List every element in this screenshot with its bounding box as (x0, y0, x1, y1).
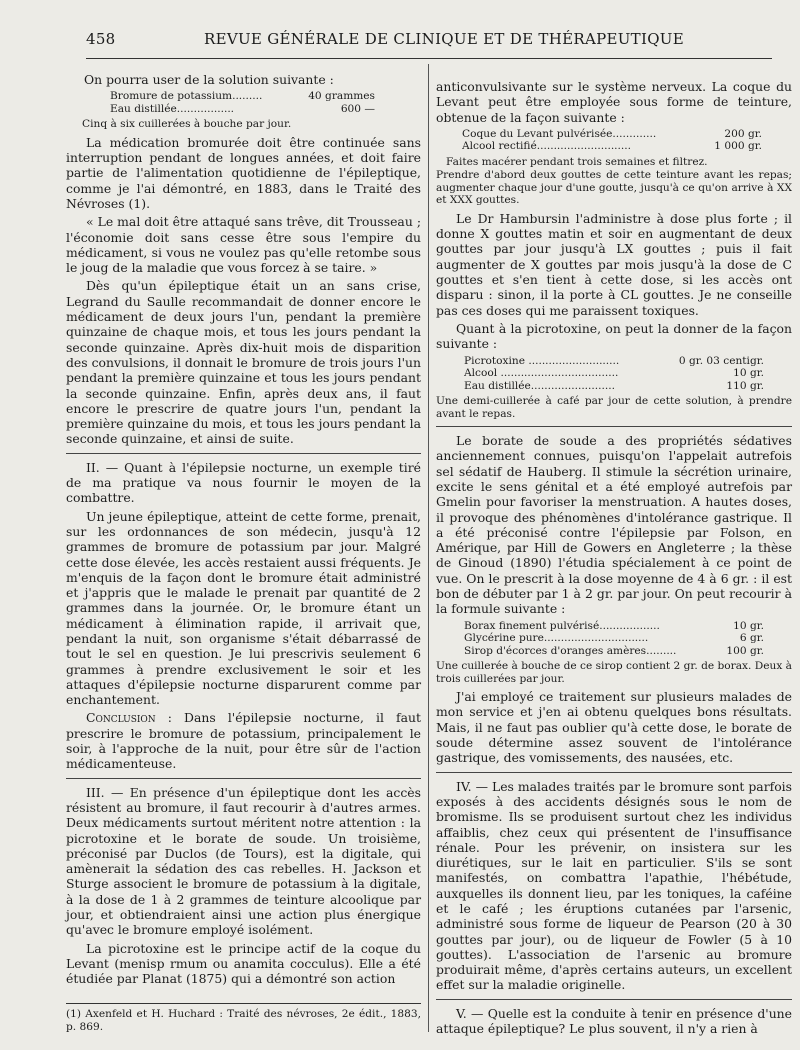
recipe-bromure (110, 90, 375, 115)
recipe-line (464, 645, 764, 658)
paragraph: On pourra user de la solution suivante : (84, 72, 334, 87)
quantity: 200 gr. (724, 127, 762, 140)
page-number: 458 (86, 30, 116, 48)
conclusion-text: : Dans l'épilepsie nocturne, il faut prescrire le bromure de potassium, principalement le soir, à l'approche de la nuit, pour être sûr de l'action médicamenteuse. (66, 710, 421, 772)
quantity: 110 gr. (726, 379, 764, 392)
recipe-line (464, 632, 764, 645)
ingredient: Alcool ................................... (464, 367, 619, 380)
recipe-line (110, 103, 375, 116)
quantity: 1 000 gr. (714, 140, 762, 153)
paragraph: V. — Quelle est la conduite à tenir en présence d'une attaque épileptique? Le plus souvent, il n'y a rien à (436, 1005, 792, 1037)
ingredient: Bromure de potassium......... (110, 90, 263, 103)
paragraph: Un jeune épileptique, atteint de cette forme, prenait, sur les ordonnances de son médecin, jusqu'à 12 grammes de bromure de potassium par jour. Malgré cette dose élevée, les accès restaient aussi fréquents. Je m'enquis de la façon dont le bromure était administré et j'appris que le malade le prenait par quantité de 2 grammes dans la journée. Or, le bromure étant un médicament à élimination rapide, il arrivait que, pendant la nuit, son organisme s'était débarrassé de tout le sel en question. Je lui prescrivis seulement 6 grammes à prendre exclusivement le soir et les attaques d'épilepsie nocturne disparurent comme par enchantement. (66, 508, 421, 708)
recipe-line (464, 355, 764, 368)
paragraph: Le Dr Hambursin l'administre à dose plus forte ; il donne X gouttes matin et soir en augmentant de deux gouttes par jour jusqu'à LX gouttes ; puis il fait augmenter de X gouttes par mois jusqu'à la dose de C gouttes et s'en tient à cette dose, si les accès ont disparu : sinon, il la porte à CL gouttes. Je ne conseille pas ces doses qui me paraissent toxiques. (436, 210, 792, 318)
recipe-line (464, 380, 764, 393)
footnote-rule (66, 1003, 421, 1004)
paragraph: IV. — Les malades traités par le bromure sont parfois exposés à des accidents désignés sous le nom de bromisme. Ils se produisent surtout chez les individus affaiblis, chez ceux qui présentent de l'insuffisance rénale. Pour les prévenir, on insistera sur les diurétiques, sur le lait en particulier. S'ils se sont manifestés, on combattra l'apathie, l'hébétude, auxquelles ils donnent lieu, par les toniques, la caféine et le café ; les éruptions cutanées par l'arsenic, administré sous forme de liqueur de Pearson (20 à 30 gouttes par jour), ou de liqueur de Fowler (5 à 10 gouttes). L'association de l'arsenic au bromure produirait même, d'après certains auteurs, un excellent effet sur la maladie originelle. (436, 778, 792, 993)
paragraph: III. — En présence d'un épileptique dont les accès résistent au bromure, il faut recourir à d'autres armes. Deux médicaments surtout méritent notre attention : la picrotoxine et le borate de soude. Un troisième, préconisé par Duclos (de Tours), est la digitale, qui amènerait la sédation des cas rebelles. H. Jackson et Sturge associent le bromure de potassium à la digitale, à la dose de 1 à 2 grammes de teinture alcoolique par jour, et obtiendraient ainsi une action plus énergique qu'avec le bromure employé isolément. (66, 784, 421, 938)
paragraph: La picrotoxine est le principe actif de la coque du Levant (menisp rmum ou anamita cocculus). Elle a été étudiée par Planat (1875) qui a démontré son action (66, 940, 421, 987)
footnote: (1) Axenfeld et H. Huchard : Traité des névroses, 2e édit., 1883, p. 869. (66, 1007, 421, 1033)
recipe-note: Cinq à six cuillerées à bouche par jour. (82, 118, 292, 131)
ingredient: Borax finement pulvérisé.................. (464, 619, 660, 632)
recipe-borax (464, 620, 764, 658)
section-divider (436, 772, 792, 773)
quantity: 100 gr. (726, 644, 764, 657)
conclusion-label: Conclusion (86, 710, 156, 726)
quantity: 10 gr. (733, 619, 764, 632)
recipe-line (462, 140, 762, 153)
running-header (86, 30, 772, 52)
recipe-note: Prendre d'abord deux gouttes de cette teinture avant les repas; augmenter chaque jour d'une goutte, jusqu'à ce qu'on arrive à XX et XXX gouttes. (436, 169, 792, 207)
paragraph: II. — Quant à l'épilepsie nocturne, un exemple tiré de ma pratique va nous fournir le moyen de la combattre. (66, 459, 421, 506)
recipe-line (462, 128, 762, 141)
paragraph: J'ai employé ce traitement sur plusieurs malades de mon service et j'en ai obtenu quelques bons résultats. Mais, il ne faut pas oublier qu'à cette dose, le borate de soude détermine assez souvent de l'intolérance gastrique, des vomissements, des nausées, etc. (436, 689, 792, 766)
header-rule (86, 58, 772, 59)
ingredient: Coque du Levant pulvérisée............. (462, 127, 657, 140)
section-divider (66, 778, 421, 779)
ingredient: Glycérine pure............................... (464, 632, 649, 645)
journal-title: REVUE GÉNÉRALE DE CLINIQUE ET DE THÉRAPEUTIQUE (204, 30, 684, 48)
right-column (436, 79, 792, 1039)
paragraph: « Le mal doit être attaqué sans trêve, dit Trousseau ; l'économie doit sans cesse être sous l'empire du médicament, si vous ne voulez pas qu'elle retombe sous le joug de la maladie que vous forcez à se taire. » (66, 214, 421, 276)
ingredient: Picrotoxine ........................... (464, 354, 620, 367)
column-separator (428, 64, 429, 1032)
recipe-note: Une demi-cuillerée à café par jour de cette solution, à prendre avant le repas. (436, 395, 792, 420)
paragraph: Quant à la picrotoxine, on peut la donner de la façon suivante : (436, 320, 792, 352)
section-divider (436, 426, 792, 427)
section-divider (436, 999, 792, 1000)
recipe-line (464, 367, 764, 380)
quantity: 6 gr. (739, 632, 764, 645)
recipe-picrotoxine (464, 355, 764, 393)
recipe-line (110, 90, 375, 103)
quantity: 10 gr. (733, 367, 764, 380)
recipe-note: Faites macérer pendant trois semaines et filtrez. (446, 155, 708, 168)
paragraph: anticonvulsivante sur le système nerveux. La coque du Levant peut être employée sous forme de teinture, obtenue de la façon suivante : (436, 79, 792, 125)
quantity: 600 — (340, 102, 375, 115)
section-divider (66, 453, 421, 454)
paragraph (66, 710, 421, 771)
ingredient: Eau distillée......................... (464, 379, 615, 392)
recipe-note: Une cuillerée à bouche de ce sirop contient 2 gr. de borax. Deux à trois cuillerées par jour. (436, 660, 792, 685)
ingredient: Eau distillée................. (110, 102, 235, 115)
paragraph: Le borate de soude a des propriétés sédatives anciennement connues, puisqu'on l'appelait autrefois sel sédatif de Hauberg. Il stimule la sécrétion urinaire, excite le sens génital et a été employé autrefois par Gmelin pour favoriser la menstruation. A hautes doses, il provoque des phénomènes d'intolérance gastrique. Il a été préconisé contre l'épilepsie par Folson, en Amérique, par Hill de Gowers en Angleterre ; la thèse de Ginoud (1890) l'étudia spécialement à ce point de vue. On le prescrit à la dose moyenne de 4 à 6 gr. : il est bon de débuter par 1 à 2 gr. par jour. On peut recourir à la formule suivante : (436, 433, 792, 617)
paragraph: La médication bromurée doit être continuée sans interruption pendant de longues années, et doit faire partie de l'alimentation quotidienne de l'épileptique, comme je l'ai démontré, en 1883, dans le Traité des Névroses (1). (66, 134, 421, 211)
left-column (66, 72, 421, 1034)
ingredient: Sirop d'écorces d'oranges amères......... (464, 644, 677, 657)
quantity: 40 grammes (308, 90, 375, 103)
recipe-line (464, 620, 764, 633)
paragraph: Dès qu'un épileptique était un an sans crise, Legrand du Saulle recommandait de donner encore le médicament de deux jours l'un, pendant la première quinzaine de chaque mois, et tous les jours pendant la seconde quinzaine. Après dix-huit mois de disparition des convulsions, il donnait le bromure de trois jours l'un pendant la première quinzaine et tous les jours pendant la seconde quinzaine. Enfin, après deux ans, il faut encore le prescrire de quatre jours l'un, pendant la première quinzaine du mois, et tous les jours pendant la seconde quinzaine, et ainsi de suite. (66, 278, 421, 447)
recipe-teinture (462, 128, 762, 153)
ingredient: Alcool rectifié............................ (462, 140, 632, 153)
quantity: 0 gr. 03 centigr. (678, 354, 764, 367)
